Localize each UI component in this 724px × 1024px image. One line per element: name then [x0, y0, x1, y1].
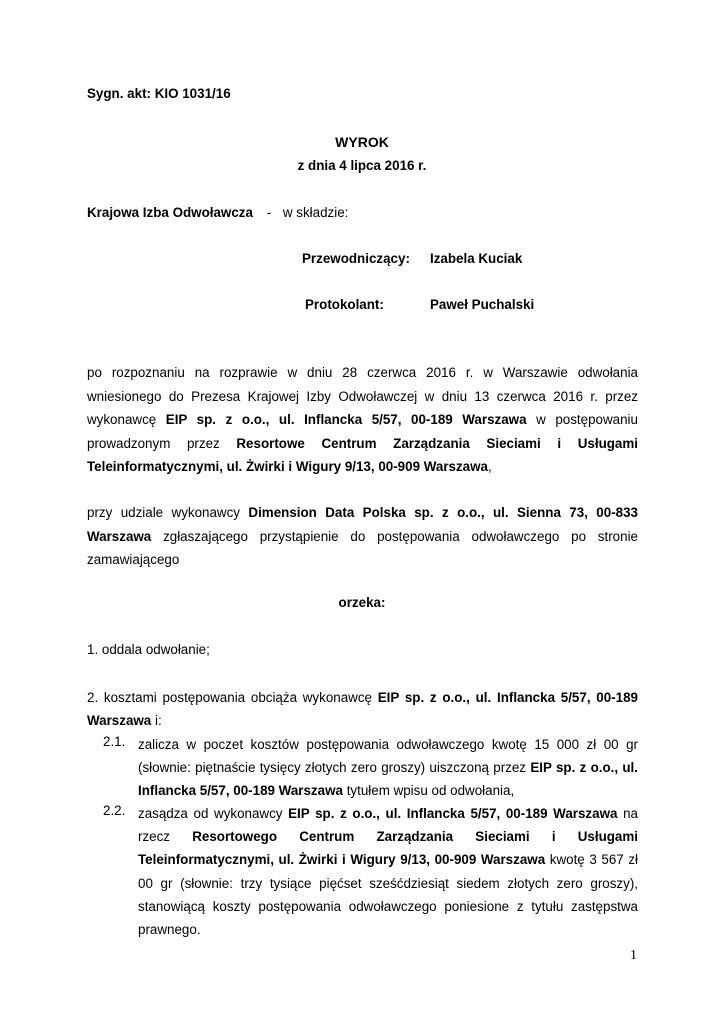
- document-title: WYROK: [335, 134, 389, 150]
- text: 2. kosztami postępowania obciąża wykonawcę: [87, 690, 372, 705]
- text: prowadzonym przez: [87, 436, 220, 451]
- point-2-2-line-3: [138, 849, 638, 871]
- participant-line-3: zamawiającego: [87, 552, 180, 567]
- chair-label: Przewodniczący:: [302, 251, 410, 266]
- point-2-2-line-4: 00 gr (słownie: trzy tysiące pięćset sześćdziesiąt siedem złotych zero groszy),: [138, 876, 638, 891]
- chair-name: Izabela Kuciak: [430, 251, 523, 266]
- text: (słownie: piętnaście tysięcy złotych zero groszy) uiszczoną przez: [138, 760, 527, 775]
- point-2-city: Warszawa: [87, 713, 152, 728]
- text: i:: [155, 713, 162, 728]
- text: przy udziale wykonawcy: [87, 505, 240, 520]
- point-2-2-line-2: [138, 826, 638, 848]
- point-1: 1. oddala odwołanie;: [87, 642, 210, 657]
- point-2-2-beneficiary-address: Teleinformatycznymi, ul. Żwirki i Wigury 9/13, 00-909 Warszawa: [138, 852, 546, 867]
- point-2-2-beneficiary: Resortowego Centrum Zarządzania Sieciami i Usługami: [192, 829, 638, 844]
- intro-line-1: po rozpoznaniu na rozprawie w dniu 28 czerwca 2016 r. w Warszawie odwołania: [87, 365, 638, 380]
- clerk-name: Paweł Puchalski: [430, 297, 535, 312]
- participant-name: Dimension Data Polska sp. z o.o., ul. Sienna 73, 00-833: [248, 505, 639, 520]
- page-number: 1: [630, 948, 637, 963]
- point-2-line-1: [87, 687, 638, 709]
- contracting-authority: Resortowe Centrum Zarządzania Sieciami i Usługami: [236, 436, 638, 451]
- intro-line-5: [87, 456, 638, 478]
- text: rzecz: [138, 829, 170, 844]
- text: wykonawcę: [87, 412, 157, 427]
- point-2-1-line-1: zalicza w poczet kosztów postępowania odwoławczego kwotę 15 000 zł 00 gr: [138, 737, 638, 752]
- contracting-authority-address: Teleinformatycznymi, ul. Żwirki i Wigury 9/13, 00-909 Warszawa: [87, 459, 488, 474]
- court-line: [87, 205, 348, 220]
- document-date: z dnia 4 lipca 2016 r.: [297, 158, 427, 173]
- point-2-1-number: 2.1.: [103, 734, 126, 749]
- participant-city: Warszawa: [87, 529, 152, 544]
- point-2-1-address: Inflancka 5/57, 00-189 Warszawa: [138, 783, 343, 798]
- point-2-2-line-1: [138, 803, 638, 825]
- point-2-2-number: 2.2.: [103, 803, 126, 818]
- intro-line-2: wniesionego do Prezesa Krajowej Izby Odwoławczej w dniu 13 czerwca 2016 r. przez: [87, 389, 638, 404]
- point-2-2-line-6: prawnego.: [138, 922, 201, 937]
- text: kwotę 3 567 zł: [549, 852, 638, 867]
- text: zasądza od wykonawcy: [138, 806, 283, 821]
- text: tytułem wpisu od odwołania,: [346, 783, 515, 798]
- composition-label: w składzie:: [282, 205, 349, 220]
- point-2-1-line-3: [138, 780, 638, 802]
- text: zgłaszającego przystąpienie do postępowania odwoławczego po stronie: [163, 529, 638, 544]
- point-2-2-party: EIP sp. z o.o., ul. Inflancka 5/57, 00-189 Warszawa: [288, 806, 618, 821]
- court-name: Krajowa Izba Odwoławcza: [87, 205, 253, 220]
- intro-line-4: [87, 433, 638, 455]
- point-2-party: EIP sp. z o.o., ul. Inflancka 5/57, 00-189: [377, 690, 638, 705]
- case-signature: Sygn. akt: KIO 1031/16: [87, 86, 231, 101]
- court-dash: -: [266, 205, 272, 220]
- intro-line-3: [87, 409, 638, 431]
- clerk-label: Protokolant:: [305, 297, 384, 312]
- participant-line-1: [87, 502, 638, 524]
- text: ,: [488, 459, 492, 474]
- point-2-1-party: EIP sp. z o.o., ul.: [530, 760, 638, 775]
- participant-line-2: [87, 526, 638, 548]
- point-2-1-line-2: [138, 757, 638, 779]
- appellant: EIP sp. z o.o., ul. Inflancka 5/57, 00-189 Warszawa: [165, 412, 527, 427]
- ruling-heading: orzeka:: [338, 595, 386, 610]
- text: na: [623, 806, 638, 821]
- point-2-2-line-5: stanowiącą koszty postępowania odwoławczego poniesione z tytułu zastępstwa: [138, 899, 638, 914]
- text: w postępowaniu: [536, 412, 638, 427]
- point-2-line-2: [87, 710, 638, 732]
